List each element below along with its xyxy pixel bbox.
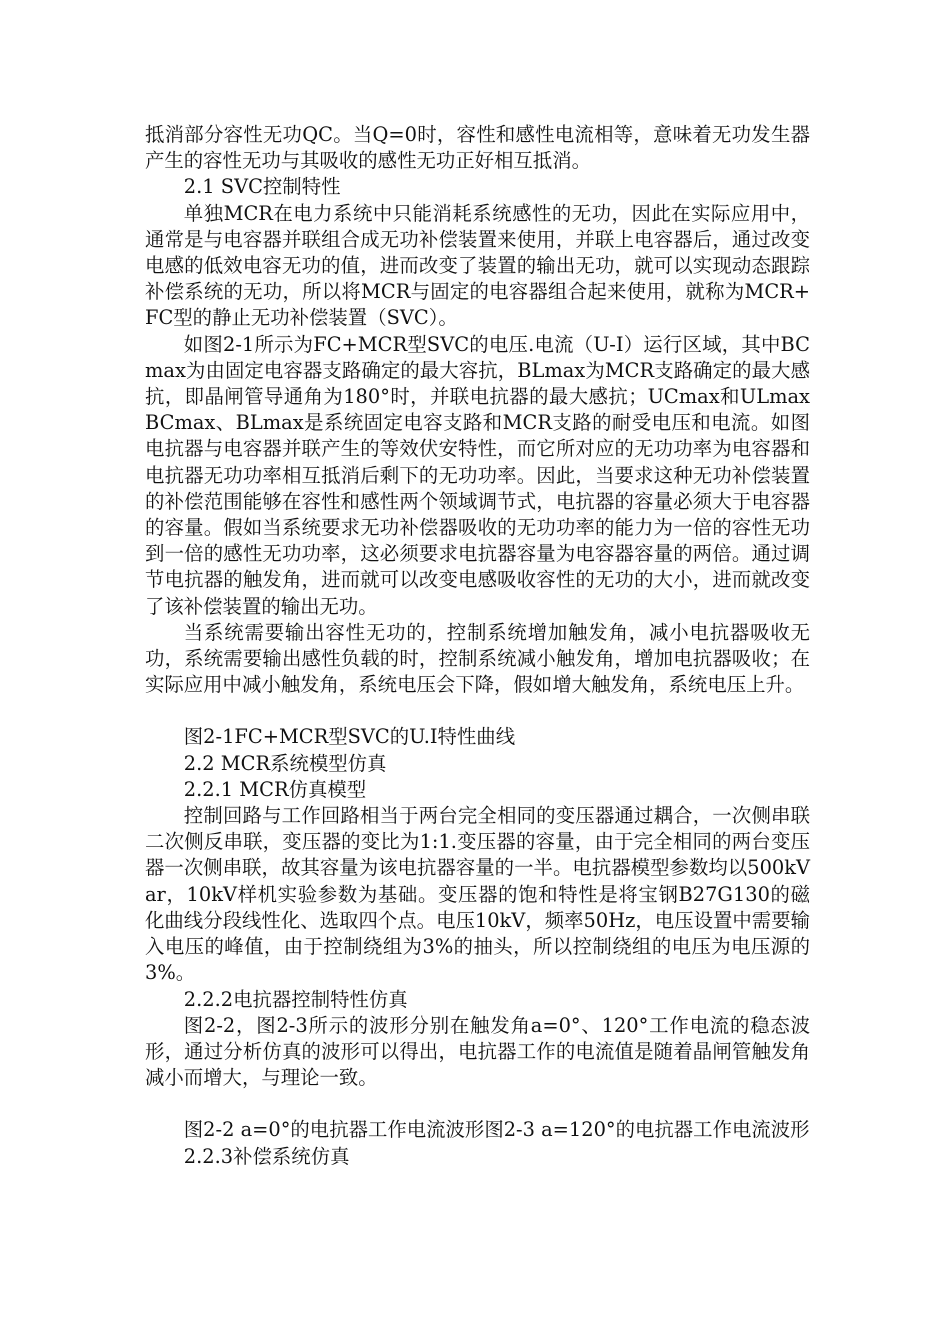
figure-caption: 图2-2 a=0°的电抗器工作电流波形图2-3 a=120°的电抗器工作电流波形 <box>183 1118 810 1142</box>
blank-line <box>145 1091 810 1117</box>
paragraph-body: 控制回路与工作回路相当于两台完全相同的变压器通过耦合，一次侧串联二次侧反串联，变压器的变比为1:1.变压器的容量，由于完全相同的两台变压器一次侧串联，故其容量为该电抗器容量的一半。电抗器模型参数均以500kVar，10kV样机实验参数为基础。变压器的饱和特性是将宝钢B27G130的磁化曲线分段线性化、选取四个点。电压10kV，频率50Hz，电压设置中需要输入电压的峰值，由于控制绕组为3%的抽头，所以控制绕组的电压为电压源的3%。 <box>145 804 810 985</box>
blank-line <box>145 698 810 724</box>
section-heading: 2.2 MCR系统模型仿真 <box>183 751 387 775</box>
figure-caption: 图2-1FC+MCR型SVC的U.I特性曲线 <box>183 725 516 749</box>
subsection-heading: 2.2.2电抗器控制特性仿真 <box>183 987 408 1011</box>
paragraph-body: 图2-2，图2-3所示的波形分别在触发角a=0°、120°工作电流的稳态波形，通过分析仿真的波形可以得出，电抗器工作的电流值是随着晶闸管触发角减小而增大，与理论一致。 <box>145 1013 810 1090</box>
paragraph-body: 如图2-1所示为FC+MCR型SVC的电压.电流（U-I）运行区域，其中BCmax为由固定电容器支路确定的最大容抗，BLmax为MCR支路确定的最大感抗，即晶闸管导通角为180°时，并联电抗器的最大感抗；UCmax和ULmax BCmax、BLmax是系统固定电容支路和MCR支路的耐受电压和电流。如图电抗器与电容器并联产生的等效伏安特性，而它所对应的无功功率为电容器和电抗器无功功率相互抵消后剩下的无功功率。因此，当要求这种无功补偿装置的补偿范围能够在容性和感性两个领域调节式，电抗器的容量必须大于电容器的容量。假如当系统要求无功补偿器吸收的无功功率的能力为一倍的容性无功到一倍的感性无功功率，这必须要求电抗器容量为电容器容量的两倍。通过调节电抗器的触发角，进而就可以改变电感吸收容性的无功的大小，进而就改变了该补偿装置的输出无功。 <box>145 332 810 618</box>
paragraph-body: 当系统需要输出容性无功的，控制系统增加触发角，减小电抗器吸收无功，系统需要输出感性负载的时，控制系统减小触发角，增加电抗器吸收；在实际应用中减小触发角，系统电压会下降，假如增大触发角，系统电压上升。 <box>145 620 810 697</box>
paragraph-body: 抵消部分容性无功QC。当Q=0时，容性和感性电流相等，意味着无功发生器产生的容性无功与其吸收的感性无功正好相互抵消。 <box>145 123 810 173</box>
subsection-heading: 2.2.1 MCR仿真模型 <box>183 777 367 801</box>
paragraph-body: 单独MCR在电力系统中只能消耗系统感性的无功，因此在实际应用中，通常是与电容器并联组合成无功补偿装置来使用，并联上电容器后，通过改变电感的低效电容无功的值，进而改变了装置的输出无功，就可以实现动态跟踪补偿系统的无功，所以将MCR与固定的电容器组合起来使用，就称为MCR+FC型的静止无功补偿装置（SVC）。 <box>145 201 810 330</box>
document-page <box>145 122 810 1170</box>
section-heading: 2.1 SVC控制特性 <box>183 175 341 199</box>
subsection-heading: 2.2.3补偿系统仿真 <box>183 1144 350 1168</box>
